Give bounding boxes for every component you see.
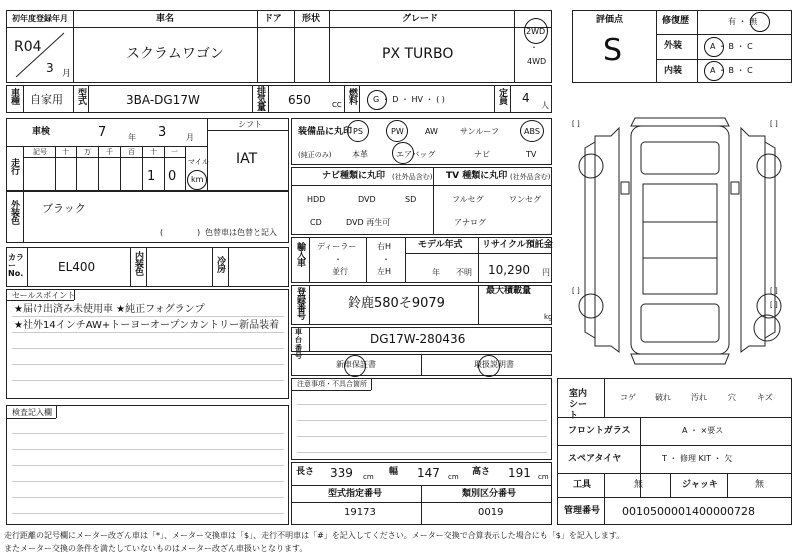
tire-front-right bbox=[757, 154, 781, 178]
interior-options: A ・ B ・ C bbox=[710, 66, 753, 75]
drive-dot: ・ bbox=[530, 43, 538, 52]
sales-point-1: ★届け出済み未使用車 ★純正フォグランプ bbox=[14, 304, 205, 315]
import-dealer: ディーラー bbox=[317, 242, 357, 251]
nav-title: ナビ種類に丸印 bbox=[322, 171, 386, 181]
displacement-value: 650 bbox=[288, 93, 311, 107]
equipment-sub: (純正のみ) bbox=[298, 151, 332, 159]
footer-note-1: 走行距離の記号欄にメーター改ざん車は「*」、メーター交換車は「$」、走行不明車は「#」を記入してください。メーター交換で合算表示した場合にも「$」を記入します。 bbox=[4, 531, 625, 540]
mile-label: マイル bbox=[188, 158, 209, 166]
car-body-diagram bbox=[565, 112, 795, 374]
vehicle-use: 自家用 bbox=[30, 93, 63, 106]
km-label: km bbox=[191, 175, 204, 184]
manual-label: 取扱説明書 bbox=[474, 360, 514, 369]
caution-label: 注意事項・不具合箇所 bbox=[297, 380, 367, 388]
recycle-yen: 円 bbox=[542, 268, 550, 277]
height-label: 高さ bbox=[472, 467, 491, 477]
inspection-month: 3 bbox=[158, 125, 167, 140]
equip-tv: TV bbox=[526, 150, 537, 159]
width-unit: cm bbox=[448, 473, 459, 481]
nav-dvd-play: DVD 再生可 bbox=[346, 218, 391, 227]
model-label: 型式 bbox=[76, 88, 86, 104]
score-label: 評価点 bbox=[596, 15, 624, 25]
model-year-label: モデル年式 bbox=[418, 240, 463, 250]
mileage-digit-1: 0 bbox=[168, 169, 177, 184]
color-code-value: EL400 bbox=[58, 260, 96, 274]
model-year-unknown: 不明 bbox=[456, 268, 472, 277]
width-label: 幅 bbox=[389, 467, 399, 477]
shape-label: 形状 bbox=[302, 14, 321, 24]
first-reg-label: 初年度登録年月 bbox=[12, 14, 68, 23]
import-dot-2: ・ bbox=[382, 255, 390, 264]
seat-label: 室内シート bbox=[569, 389, 588, 421]
repair-label: 修復歴 bbox=[662, 16, 690, 26]
equip-ps: PS bbox=[353, 127, 363, 136]
tv-sub: (社外品含む) bbox=[510, 173, 551, 181]
digit-label-1k: 千 bbox=[106, 148, 113, 156]
color-label: 外装色 bbox=[9, 200, 19, 224]
jack-label: ジャッキ bbox=[682, 480, 718, 490]
color-code-block bbox=[6, 247, 289, 287]
seat-scratch: キズ bbox=[757, 393, 773, 402]
tire-mark-fl: [ ] bbox=[572, 120, 580, 128]
color-note: 色替車は色替と記入 bbox=[205, 228, 277, 237]
mileage-digit-10: 1 bbox=[147, 169, 156, 184]
nav-dvd: DVD bbox=[358, 195, 376, 204]
height-unit: cm bbox=[538, 473, 549, 481]
tire-mark-rr: [ ] bbox=[770, 287, 778, 295]
nav-hdd: HDD bbox=[307, 195, 326, 204]
nav-sd: SD bbox=[405, 195, 417, 204]
inspector-label: 検査記入欄 bbox=[12, 408, 52, 417]
seat-dirt: 汚れ bbox=[691, 393, 707, 402]
windshield-options: A ・ ×要ス bbox=[682, 426, 724, 435]
tire-mark-spare: [ ] bbox=[770, 301, 778, 309]
grade-value: PX TURBO bbox=[382, 46, 454, 62]
door-label: ドア bbox=[264, 14, 282, 24]
frame-value: DG17W-280436 bbox=[370, 332, 466, 346]
recycle-value: 10,290 bbox=[488, 263, 530, 277]
nav-sub: (社外品含む) bbox=[392, 173, 433, 181]
spare-options: T ・ 修理 KIT ・ 欠 bbox=[662, 454, 733, 463]
capacity-value: 4 bbox=[522, 91, 530, 105]
capacity-label: 定員 bbox=[497, 88, 507, 104]
equip-sunroof: サンルーフ bbox=[460, 127, 499, 136]
model-year-unit: 年 bbox=[432, 268, 440, 277]
tv-analog: アナログ bbox=[454, 218, 486, 227]
ac-label: 冷房 bbox=[215, 256, 225, 272]
color-code-label: カラーNo. bbox=[8, 253, 24, 278]
digit-label-10k: 万 bbox=[84, 148, 91, 156]
warranty-label: 新車保証書 bbox=[336, 360, 376, 369]
equip-airbag: エアバッグ bbox=[396, 150, 436, 159]
capacity-unit: 人 bbox=[541, 101, 549, 110]
tv-oneseg: ワンセグ bbox=[509, 195, 541, 204]
seat-tear: 破れ bbox=[655, 393, 671, 402]
score-value: S bbox=[603, 33, 623, 68]
length-value: 339 bbox=[330, 466, 353, 480]
import-label: 輸入車 bbox=[295, 242, 305, 266]
inspection-year: 7 bbox=[98, 125, 107, 140]
color-paren-right: ) bbox=[197, 228, 201, 237]
height-value: 191 bbox=[508, 466, 531, 480]
exterior-label: 外装 bbox=[664, 41, 683, 51]
footer-note-2: またメーター交換の条件を満たしていないものはメーター改ざん車扱いとなります。 bbox=[4, 544, 308, 553]
equip-pw: PW bbox=[391, 127, 404, 136]
repair-options: 有 ・ 無 bbox=[728, 17, 758, 26]
digit-label-100k: 十 bbox=[62, 148, 69, 156]
color-value: ブラック bbox=[42, 202, 86, 215]
recycle-label: リサイクル預託金 bbox=[482, 240, 553, 250]
tv-fullseg: フルセグ bbox=[452, 195, 484, 204]
inspection-month-unit: 月 bbox=[186, 133, 194, 142]
interior-color-label: 内装色 bbox=[133, 251, 143, 275]
nav-cd: CD bbox=[310, 218, 322, 227]
vehicle-label: 車種 bbox=[9, 88, 19, 104]
reg-label: 登録番号 bbox=[295, 287, 305, 319]
mgmt-value: 0010500001400000728 bbox=[622, 505, 755, 518]
max-load-kg: kg bbox=[544, 313, 553, 321]
equipment-label: 装備品に丸印 bbox=[298, 127, 353, 137]
grade-label: グレード bbox=[402, 14, 439, 24]
shift-value: IAT bbox=[236, 151, 258, 167]
fuel-label: 燃料 bbox=[347, 88, 357, 104]
sales-points-label: セールスポイント bbox=[12, 291, 76, 300]
exterior-options: A ・ B ・ C bbox=[710, 42, 753, 51]
mgmt-label: 管理番号 bbox=[564, 506, 601, 516]
frame-label: 車台番号 bbox=[295, 328, 302, 360]
first-reg-month-unit: 月 bbox=[62, 69, 72, 79]
import-dot-1: ・ bbox=[334, 255, 342, 264]
digit-label-1: 一 bbox=[171, 148, 178, 156]
displacement-label: 排気量 bbox=[255, 86, 265, 110]
inspection-label: 車検 bbox=[32, 127, 51, 137]
import-left-h: 左H bbox=[377, 267, 392, 276]
tools-label: 工具 bbox=[573, 480, 592, 490]
digit-label-100: 百 bbox=[128, 148, 135, 156]
mileage-label: 走行 bbox=[9, 158, 19, 174]
fuel-options: G ・ D ・ HV ・ ( ) bbox=[373, 95, 445, 104]
tire-mark-fr: [ ] bbox=[770, 120, 778, 128]
equip-navi: ナビ bbox=[474, 150, 490, 159]
tire-rear-left bbox=[579, 294, 603, 318]
width-value: 147 bbox=[417, 466, 440, 480]
tire-mark-rl: [ ] bbox=[572, 287, 580, 295]
reg-value: 鈴鹿580そ9079 bbox=[348, 296, 445, 311]
tire-front-left bbox=[579, 154, 603, 178]
import-right-h: 右H bbox=[377, 242, 392, 251]
digit-label-10: 十 bbox=[150, 148, 157, 156]
drive-4wd: 4WD bbox=[527, 57, 547, 66]
sales-point-2: ★社外14インチAW+トーヨーオープンカントリー新品装着 bbox=[14, 320, 280, 331]
tools-value: 無 bbox=[634, 480, 644, 490]
first-reg-month: 3 bbox=[46, 61, 54, 75]
length-label: 長さ bbox=[296, 467, 315, 477]
import-parallel: 並行 bbox=[332, 267, 348, 276]
equip-aw: AW bbox=[425, 127, 438, 136]
seat-hole: 穴 bbox=[728, 393, 736, 402]
max-load-label: 最大積載量 bbox=[486, 286, 532, 296]
class-value: 0019 bbox=[478, 507, 504, 518]
cc-unit: CC bbox=[332, 101, 342, 109]
digit-label-code: 記号 bbox=[33, 148, 47, 156]
inspection-year-unit: 年 bbox=[128, 133, 136, 142]
class-label: 類別区分番号 bbox=[462, 489, 517, 499]
type-designation-label: 型式指定番号 bbox=[328, 489, 383, 499]
length-unit: cm bbox=[363, 473, 374, 481]
windshield-label: フロントガラス bbox=[568, 426, 631, 436]
first-reg-era: R04 bbox=[14, 39, 42, 55]
spare-label: スペアタイヤ bbox=[568, 454, 622, 464]
drive-2wd: 2WD bbox=[526, 27, 546, 36]
car-name: スクラムワゴン bbox=[126, 46, 224, 62]
car-name-label: 車名 bbox=[156, 14, 175, 24]
equip-abs: ABS bbox=[524, 127, 540, 136]
type-designation-value: 19173 bbox=[344, 507, 376, 518]
jack-value: 無 bbox=[755, 480, 765, 490]
color-paren-left: ( bbox=[160, 228, 164, 237]
seat-burn: コゲ bbox=[620, 393, 636, 402]
shift-label: シフト bbox=[238, 120, 262, 129]
interior-label: 内装 bbox=[664, 66, 683, 76]
equip-leather: 本革 bbox=[352, 150, 368, 159]
tv-title: TV 種類に丸印 bbox=[446, 171, 508, 181]
model-value: 3BA-DG17W bbox=[126, 93, 200, 107]
